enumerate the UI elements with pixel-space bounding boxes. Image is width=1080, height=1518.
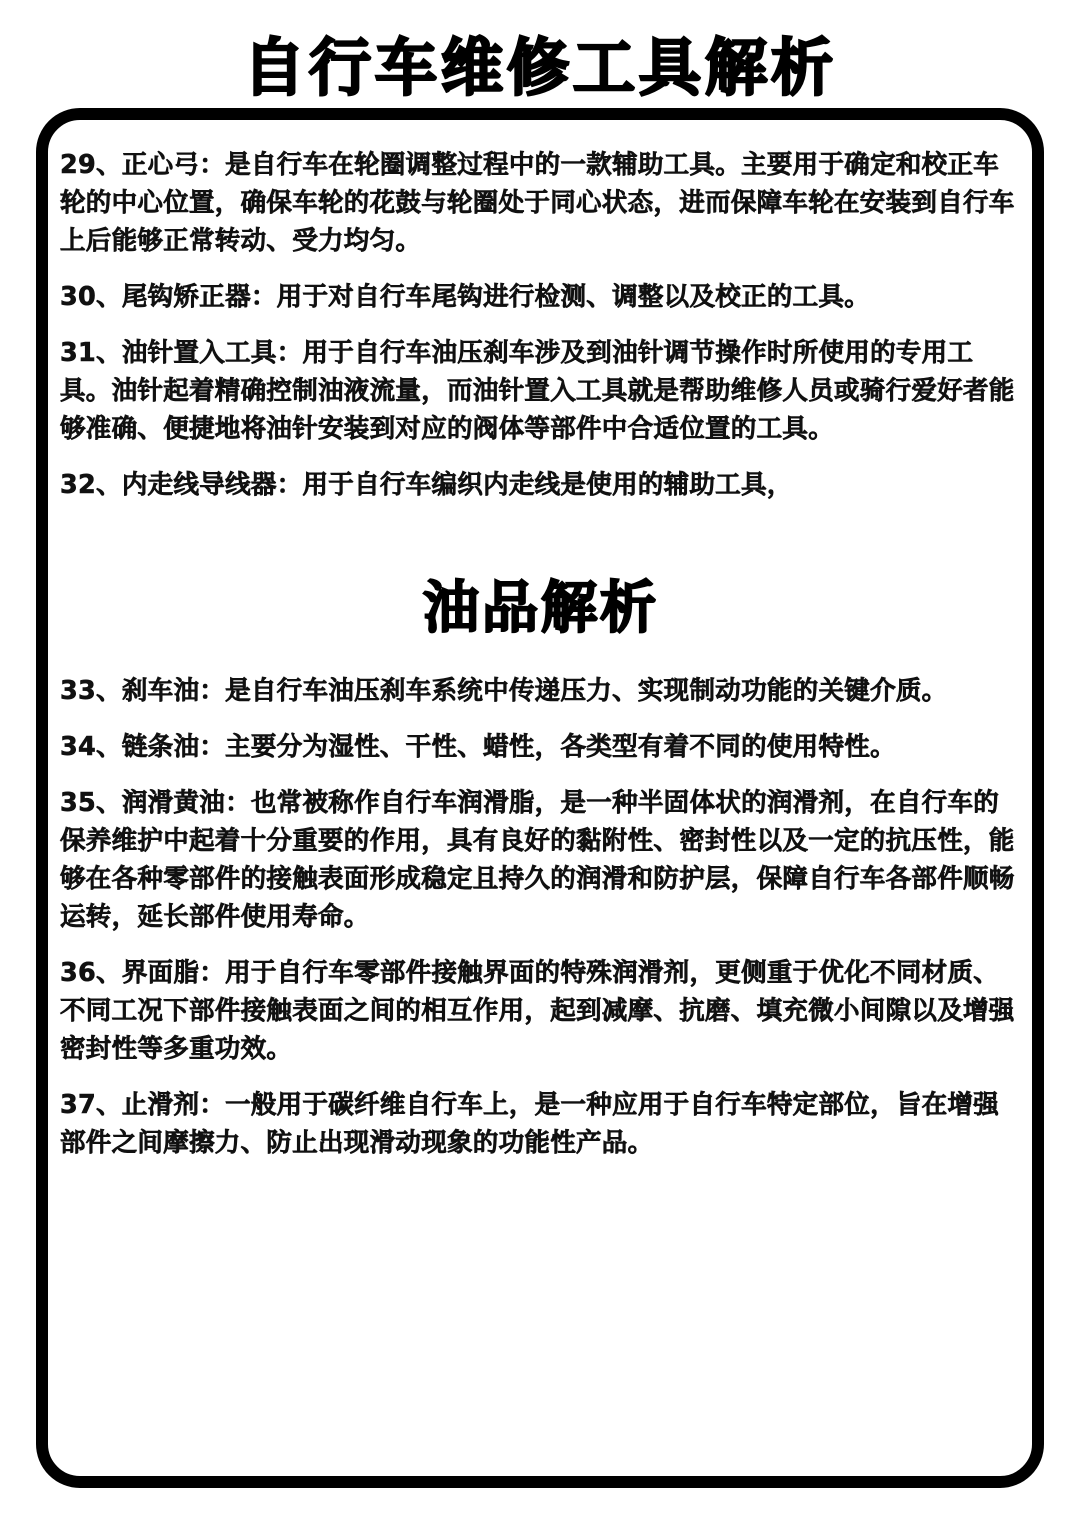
tool-item-32: 32、内走线导线器：用于自行车编织内走线是使用的辅助工具， xyxy=(60,470,793,500)
oil-item-37: 37、止滑剂：一般用于碳纤维自行车上，是一种应用于自行车特定部位，旨在增强部件之间摩擦力、防止出现滑动现象的功能性产品。 xyxy=(60,1090,1000,1158)
oil-item-36: 36、界面脂：用于自行车零部件接触界面的特殊润滑剂，更侧重于优化不同材质、不同工况下部件接触表面之间的相互作用，起到减摩、抗磨、填充微小间隙以及增强密封性等多重功效。 xyxy=(60,958,1015,1064)
content-area xyxy=(60,146,1022,1180)
page-title: 自行车维修工具解析 xyxy=(242,31,837,104)
tool-item-29: 29、正心弓：是自行车在轮圈调整过程中的一款辅助工具。主要用于确定和校正车轮的中心位置，确保车轮的花鼓与轮圈处于同心状态，进而保障车轮在安装到自行车上后能够正常转动、受力均匀。 xyxy=(60,150,1015,256)
tool-item-30: 30、尾钩矫正器：用于对自行车尾钩进行检测、调整以及校正的工具。 xyxy=(60,282,871,312)
tool-item-31: 31、油针置入工具：用于自行车油压刹车涉及到油针调节操作时所使用的专用工具。油针起着精确控制油液流量，而油针置入工具就是帮助维修人员或骑行爱好者能够准确、便捷地将油针安装到对应的阀体等部件中合适位置的工具。 xyxy=(60,338,1015,444)
oil-item-35: 35、润滑黄油：也常被称作自行车润滑脂，是一种半固体状的润滑剂，在自行车的保养维护中起着十分重要的作用，具有良好的黏附性、密封性以及一定的抗压性，能够在各种零部件的接触表面形成稳定且持久的润滑和防护层，保障自行车各部件顺畅运转，延长部件使用寿命。 xyxy=(60,788,1015,932)
oil-item-33: 33、刹车油：是自行车油压刹车系统中传递压力、实现制动功能的关键介质。 xyxy=(60,676,948,706)
oils-section-title: 油品解析 xyxy=(423,576,659,641)
oil-item-34: 34、链条油：主要分为湿性、干性、蜡性，各类型有着不同的使用特性。 xyxy=(60,732,896,762)
